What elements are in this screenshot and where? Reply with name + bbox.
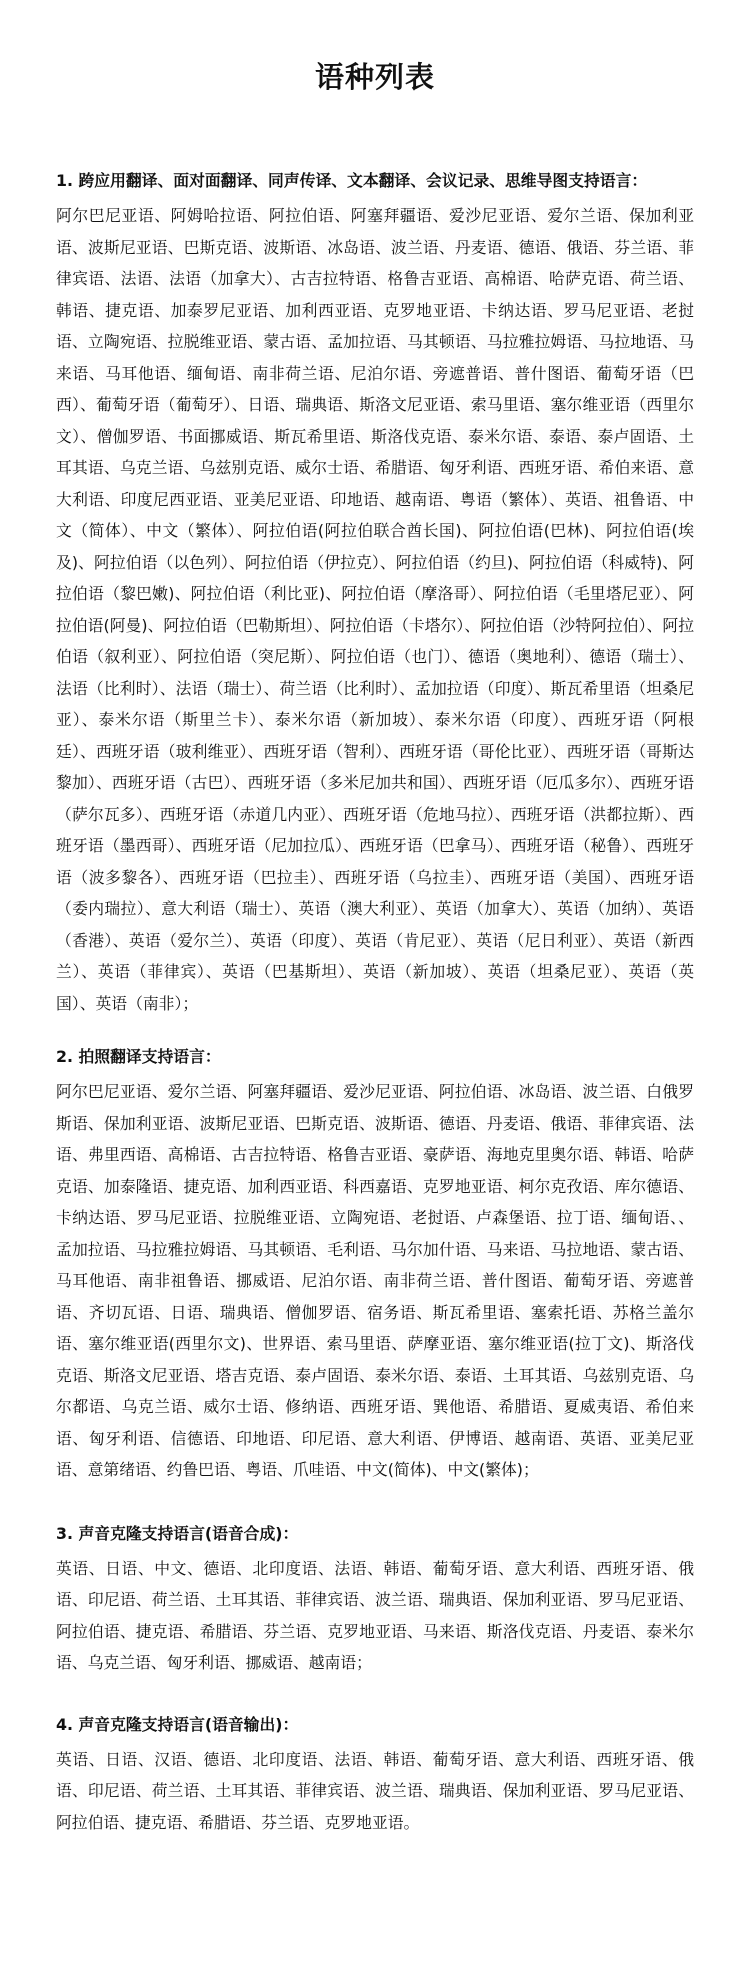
page-header <box>56 55 694 99</box>
section-body: 阿尔巴尼亚语、爱尔兰语、阿塞拜疆语、爱沙尼亚语、阿拉伯语、冰岛语、波兰语、白俄罗斯语、保加利亚语、波斯尼亚语、巴斯克语、波斯语、德语、丹麦语、俄语、菲律宾语、法语、弗里西语、高棉语、古吉拉特语、格鲁吉亚语、豪萨语、海地克里奥尔语、韩语、哈萨克语、加泰隆语、捷克语、加利西亚语、科西嘉语、克罗地亚语、柯尔克孜语、库尔德语、卡纳达语、罗马尼亚语、拉脱维亚语、立陶宛语、老挝语、卢森堡语、拉丁语、缅甸语、、孟加拉语、马拉雅拉姆语、马其顿语、毛利语、马尔加什语、马来语、马拉地语、蒙古语、马耳他语、南非祖鲁语、挪威语、尼泊尔语、南非荷兰语、普什图语、葡萄牙语、旁遮普语、齐切瓦语、日语、瑞典语、僧伽罗语、宿务语、斯瓦希里语、塞索托语、苏格兰盖尔语、塞尔维亚语(西里尔文)、世界语、索马里语、萨摩亚语、塞尔维亚语(拉丁文)、斯洛伐克语、斯洛文尼亚语、塔吉克语、泰卢固语、泰米尔语、泰语、土耳其语、乌兹别克语、乌尔都语、乌克兰语、威尔士语、修纳语、西班牙语、巽他语、希腊语、夏威夷语、希伯来语、匈牙利语、信德语、印地语、印尼语、意大利语、伊博语、越南语、英语、亚美尼亚语、意第绪语、约鲁巴语、粤语、爪哇语、中文(简体)、中文(繁体)； <box>56 1082 694 1479</box>
page-title <box>311 55 439 99</box>
section-title: 1. 跨应用翻译、面对面翻译、同声传译、文本翻译、会议记录、思维导图支持语言： <box>56 171 648 190</box>
section-voice-clone-synthesis-languages <box>56 1518 694 1679</box>
section-voice-clone-output-languages <box>56 1709 694 1839</box>
section-body: 英语、日语、中文、德语、北印度语、法语、韩语、葡萄牙语、意大利语、西班牙语、俄语、印尼语、荷兰语、土耳其语、菲律宾语、波兰语、瑞典语、保加利亚语、罗马尼亚语、阿拉伯语、捷克语、希腊语、芬兰语、克罗地亚语、马来语、斯洛伐克语、丹麦语、泰米尔语、乌克兰语、匈牙利语、挪威语、越南语； <box>56 1558 694 1672</box>
section-title: 3. 声音克隆支持语言(语音合成)： <box>56 1523 299 1543</box>
section-title: 2. 拍照翻译支持语言： <box>56 1047 221 1066</box>
section-translation-languages <box>56 165 694 1019</box>
section-photo-translation-languages <box>56 1041 694 1486</box>
section-body: 阿尔巴尼亚语、阿姆哈拉语、阿拉伯语、阿塞拜疆语、爱沙尼亚语、爱尔兰语、保加利亚语、波斯尼亚语、巴斯克语、波斯语、冰岛语、波兰语、丹麦语、德语、俄语、芬兰语、菲律宾语、法语、法语（加拿大）、古吉拉特语、格鲁吉亚语、高棉语、哈萨克语、荷兰语、韩语、捷克语、加泰罗尼亚语、加利西亚语、克罗地亚语、卡纳达语、罗马尼亚语、老挝语、立陶宛语、拉脱维亚语、蒙古语、孟加拉语、马其顿语、马拉雅拉姆语、马拉地语、马来语、马耳他语、缅甸语、南非荷兰语、尼泊尔语、旁遮普语、普什图语、葡萄牙语（巴西）、葡萄牙语（葡萄牙）、日语、瑞典语、斯洛文尼亚语、索马里语、塞尔维亚语（西里尔文）、僧伽罗语、书面挪威语、斯瓦希里语、斯洛伐克语、泰米尔语、泰语、泰卢固语、土耳其语、乌克兰语、乌兹别克语、威尔士语、希腊语、匈牙利语、西班牙语、希伯来语、意大利语、印度尼西亚语、亚美尼亚语、印地语、越南语、粤语（繁体）、英语、祖鲁语、中文（简体）、中文（繁体）、阿拉伯语(阿拉伯联合酋长国)、阿拉伯语(巴林)、阿拉伯语(埃及)、阿拉伯语（以色列）、阿拉伯语（伊拉克）、阿拉伯语（约旦)、阿拉伯语（科威特)、阿拉伯语（黎巴嫩)、阿拉伯语（利比亚)、阿拉伯语（摩洛哥）、阿拉伯语（毛里塔尼亚）、阿拉伯语(阿曼)、阿拉伯语（巴勒斯坦）、阿拉伯语（卡塔尔）、阿拉伯语（沙特阿拉伯）、阿拉伯语（叙利亚）、阿拉伯语（突尼斯）、阿拉伯语（也门）、德语（奥地利）、德语（瑞士）、法语（比利时）、法语（瑞士）、荷兰语（比利时）、孟加拉语（印度）、斯瓦希里语（坦桑尼亚）、泰米尔语（斯里兰卡）、泰米尔语（新加坡）、泰米尔语（印度）、西班牙语（阿根廷）、西班牙语（玻利维亚）、西班牙语（智利）、西班牙语（哥伦比亚）、西班牙语（哥斯达黎加）、西班牙语（古巴）、西班牙语（多米尼加共和国）、西班牙语（厄瓜多尔）、西班牙语（萨尔瓦多）、西班牙语（赤道几内亚）、西班牙语（危地马拉）、西班牙语（洪都拉斯）、西班牙语（墨西哥）、西班牙语（尼加拉瓜）、西班牙语（巴拿马）、西班牙语（秘鲁）、西班牙语（波多黎各）、西班牙语（巴拉圭）、西班牙语（乌拉圭）、西班牙语（美国）、西班牙语（委内瑞拉）、意大利语（瑞士）、英语（澳大利亚）、英语（加拿大）、英语（加纳）、英语（香港）、英语（爱尔兰）、英语（印度）、英语（肯尼亚）、英语（尼日利亚）、英语（新西兰）、英语（菲律宾）、英语（巴基斯坦）、英语（新加坡）、英语（坦桑尼亚）、英语（英国）、英语（南非）； <box>56 206 694 1013</box>
section-title: 4. 声音克隆支持语言(语音输出)： <box>56 1714 299 1734</box>
page-title-text: 语种列表 <box>314 60 435 94</box>
section-body: 英语、日语、汉语、德语、北印度语、法语、韩语、葡萄牙语、意大利语、西班牙语、俄语、印尼语、荷兰语、土耳其语、菲律宾语、波兰语、瑞典语、保加利亚语、罗马尼亚语、阿拉伯语、捷克语、希腊语、芬兰语、克罗地亚语。 <box>56 1749 694 1832</box>
